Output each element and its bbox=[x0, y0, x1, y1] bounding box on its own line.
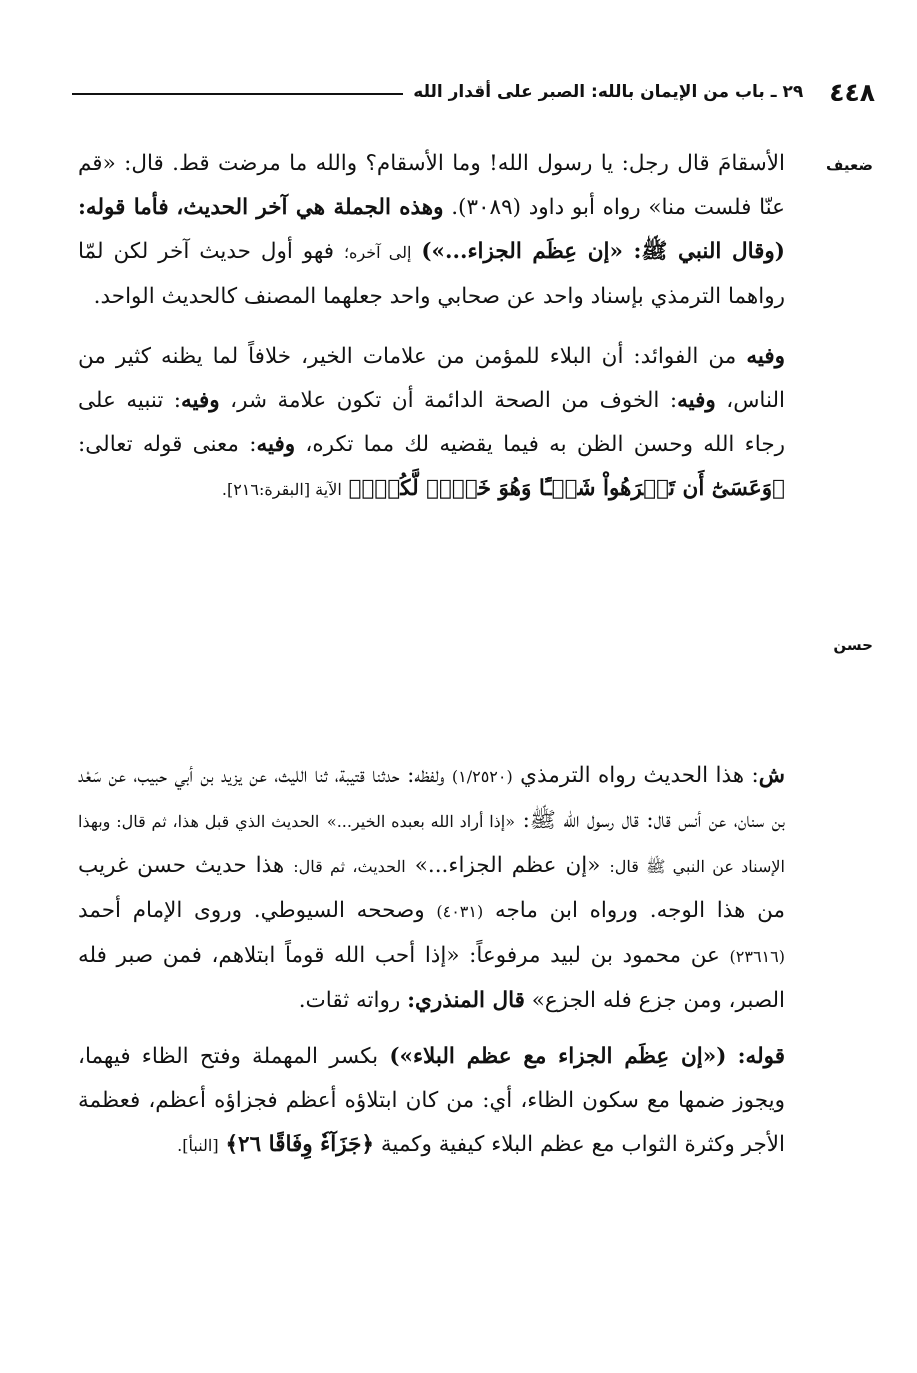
commentary-section-1 bbox=[78, 142, 785, 512]
verse-reference: الآية [البقرة:٢١٦]. bbox=[221, 480, 342, 499]
paragraph-sharh bbox=[78, 754, 785, 1023]
text-run: الحديث، ثم قال: bbox=[293, 857, 406, 876]
running-title: ٢٩ ـ باب من الإيمان بالله: الصبر على أقدار الله bbox=[413, 82, 804, 102]
verse-reference: [النبأ]. bbox=[177, 1136, 219, 1155]
text-run: فهو أول حديث آخر لكن لمّا رواهما الترمذي بإسناد واحد عن صحابي واحد جعلهما المصنف كالحديث الواحد. bbox=[78, 239, 785, 309]
quoted-hadith: «إن عظم الجزاء...» bbox=[414, 853, 601, 878]
quoted-hadith: «إذا أراد الله بعبده الخير...» bbox=[326, 812, 516, 831]
text-run: عن محمود بن لبيد مرفوعاً: bbox=[469, 943, 720, 968]
bold-text: وفيه bbox=[181, 388, 220, 413]
sharh-marker: ش bbox=[758, 763, 786, 788]
text-run: : الخوف من الصحة الدائمة أن تكون علامة شر، bbox=[230, 388, 678, 413]
hadith-grading-good: حسن bbox=[833, 636, 873, 654]
text-run: هذا حديث حسن غريب من هذا الوجه. ورواه ابن ماجه bbox=[78, 853, 786, 923]
quran-verse: ﴿وَعَسَىٰٓ أَن تَكۡرَهُواْ شَيۡـًٔا وَهُوَ خَيۡرٞ لَّكُمۡۖ﴾ bbox=[348, 476, 785, 501]
bold-text: وفيه bbox=[746, 344, 785, 369]
bold-text: فأما قوله: (وقال النبي ﷺ: «إن عِظَم الجزاء...») bbox=[78, 195, 785, 264]
bold-text: قال المنذري: bbox=[407, 988, 525, 1013]
paragraph-hadith-end bbox=[78, 142, 785, 319]
header-rule bbox=[72, 93, 403, 95]
text-run: إلى آخره؛ bbox=[343, 243, 412, 262]
text-run: ولفظه: حدثنا قتيبة، ثنا الليث، عن يزيد بن أبي حبيب، عن سَعْد بن سنان، عن أنس قال: قال رسول الله ﷺ: bbox=[78, 763, 786, 833]
bold-text: وفيه bbox=[677, 388, 716, 413]
text-run: الحديث الذي قبل هذا، ثم قال: وبهذا الإسناد عن النبي ﷺ قال: bbox=[78, 812, 785, 876]
text-run: : تنبيه على رجاء الله وحسن الظن به فيما يقضيه لك مما تكره، bbox=[78, 388, 785, 457]
bold-text: («إن عِظَم الجزاء مع عظم البلاء») bbox=[389, 1044, 727, 1069]
quoted-hadith: «إذا أحب الله قوماً ابتلاهم، فمن صبر فله الصبر، ومن جزع فله الجزع» bbox=[78, 943, 785, 1013]
page-number: ٤٤٨ bbox=[829, 77, 875, 107]
commentary-section-2 bbox=[78, 754, 785, 1168]
bold-text: قوله: bbox=[737, 1044, 786, 1069]
text-run: رواته ثقات. bbox=[298, 988, 401, 1013]
reference-number: (٤٠٣١) bbox=[436, 902, 484, 921]
paragraph-explanation bbox=[78, 1035, 785, 1168]
text-run: وصححه السيوطي. وروى الإمام أحمد bbox=[78, 898, 425, 923]
reference-number: (١/٢٥٢٠) bbox=[451, 767, 513, 786]
bold-text: وهذه الجملة هي آخر الحديث، bbox=[176, 195, 444, 220]
text-run: بكسر المهملة وفتح الظاء فيهما، ويجوز ضمها مع سكون الظاء، أي: من كان ابتلاؤه أعظم فجزاؤه أعظم، فعظمة الأجر وكثرة الثواب مع عظم البلاء كيفية وكمية bbox=[78, 1044, 785, 1157]
text-run: الأسقامَ قال رجل: يا رسول الله! وما الأسقام؟ والله ما مرضت قط. قال: «قم عنّا فلست منا» رواه أبو داود (٣٠٨٩). bbox=[78, 151, 785, 220]
text-run: : معنى قوله تعالى: bbox=[78, 432, 257, 457]
bold-text: وفيه bbox=[256, 432, 296, 457]
quran-verse: ﴿جَزَآءٗ وِفَاقًا ٢٦﴾ bbox=[225, 1132, 374, 1157]
text-run: من الفوائد: أن البلاء للمؤمن من علامات الخير، خلافاً لما يظنه كثير من الناس، bbox=[78, 344, 785, 413]
paragraph-benefits bbox=[78, 335, 785, 512]
text-run: : هذا الحديث رواه الترمذي bbox=[520, 763, 759, 788]
reference-number: (٢٣٦١٦) bbox=[729, 947, 785, 966]
page-header bbox=[72, 72, 875, 112]
hadith-grading-weak: ضعيف bbox=[826, 156, 873, 174]
